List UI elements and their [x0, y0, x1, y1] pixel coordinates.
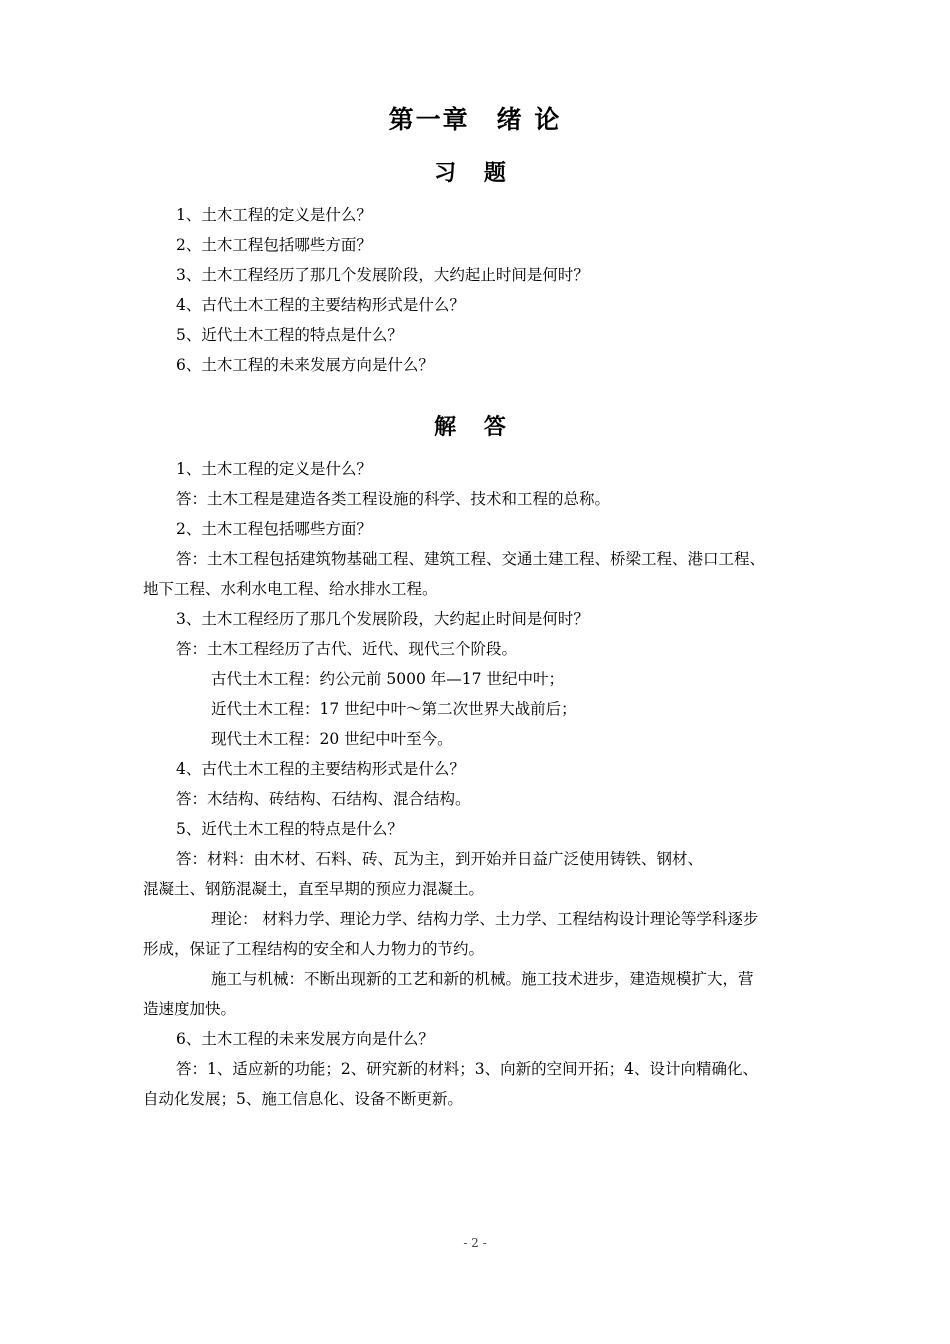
- answer-4: 答：木结构、砖结构、石结构、混合结构。: [176, 790, 471, 808]
- answers-heading: 解 答: [434, 414, 516, 440]
- answer-6-line-2: 自动化发展；5、施工信息化、设备不断更新。: [143, 1090, 463, 1108]
- question-5: 5、近代土木工程的特点是什么？: [176, 326, 403, 344]
- answer-question-6: 6、土木工程的未来发展方向是什么？: [176, 1030, 434, 1048]
- answer-5-theory-line-2: 形成，保证了工程结构的安全和人力物力的节约。: [143, 940, 485, 958]
- answer-question-3: 3、土木工程经历了那几个发展阶段，大约起止时间是何时？: [176, 610, 589, 628]
- answer-3-ancient: 古代土木工程：约公元前 5000 年—17 世纪中叶；: [211, 670, 564, 688]
- answer-3: 答：土木工程经历了古代、近代、现代三个阶段。: [176, 640, 518, 658]
- answer-question-4: 4、古代土木工程的主要结构形式是什么？: [176, 760, 465, 778]
- answer-5-materials-line-1: 答：材料：由木材、石料、砖、瓦为主，到开始并日益广泛使用铸铁、钢材、: [176, 850, 704, 868]
- answer-3-modern-early: 近代土木工程：17 世纪中叶～第二次世界大战前后；: [211, 700, 577, 718]
- answer-5-materials-line-2: 混凝土、钢筋混凝土，直至早期的预应力混凝土。: [143, 880, 485, 898]
- answer-3-contemporary: 现代土木工程：20 世纪中叶至今。: [211, 730, 453, 748]
- answer-5-construction-line-2: 造速度加快。: [143, 1000, 237, 1018]
- question-1: 1、土木工程的定义是什么？: [176, 206, 372, 224]
- answer-question-5: 5、近代土木工程的特点是什么？: [176, 820, 403, 838]
- answer-6-line-1: 答：1、适应新的功能；2、研究新的材料；3、向新的空间开拓；4、设计向精确化、: [176, 1060, 758, 1078]
- question-2: 2、土木工程包括哪些方面？: [176, 236, 372, 254]
- answer-question-2: 2、土木工程包括哪些方面？: [176, 520, 372, 538]
- answer-2-line-1: 答：土木工程包括建筑物基础工程、建筑工程、交通土建工程、桥梁工程、港口工程、: [176, 550, 766, 568]
- question-6: 6、土木工程的未来发展方向是什么？: [176, 356, 434, 374]
- questions-heading: 习 题: [434, 160, 516, 186]
- answer-question-1: 1、土木工程的定义是什么？: [176, 460, 372, 478]
- answer-2-line-2: 地下工程、水利水电工程、给水排水工程。: [143, 580, 438, 598]
- answer-1: 答：土木工程是建造各类工程设施的科学、技术和工程的总称。: [176, 490, 611, 508]
- answer-5-theory-line-1: 理论： 材料力学、理论力学、结构力学、土力学、工程结构设计理论等学科逐步: [211, 910, 759, 928]
- chapter-title: 第一章 绪 论: [388, 105, 562, 134]
- question-4: 4、古代土木工程的主要结构形式是什么？: [176, 296, 465, 314]
- question-3: 3、土木工程经历了那几个发展阶段，大约起止时间是何时？: [176, 266, 589, 284]
- answer-5-construction-line-1: 施工与机械：不断出现新的工艺和新的机械。施工技术进步，建造规模扩大，营: [211, 970, 754, 988]
- page-number: - 2 -: [463, 1236, 487, 1250]
